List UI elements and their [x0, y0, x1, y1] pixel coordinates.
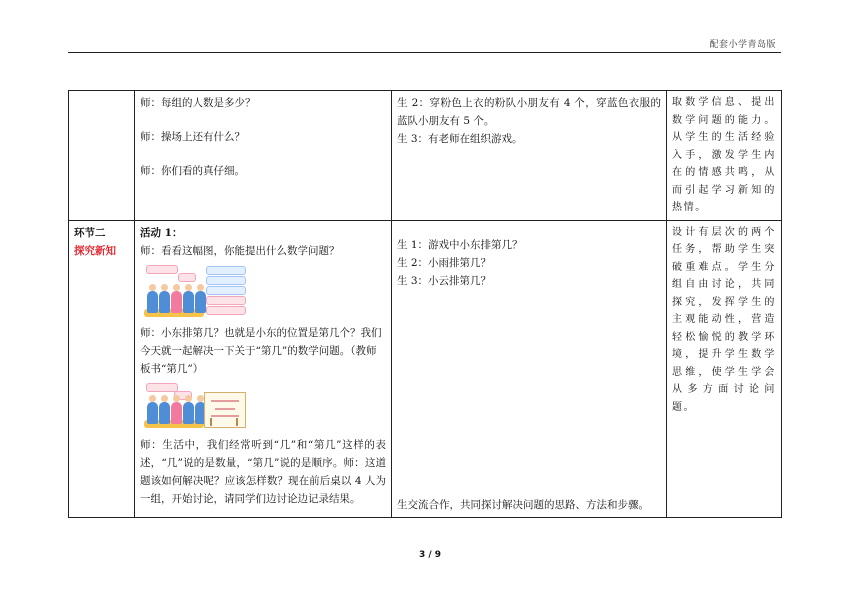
lineup-illustration [144, 263, 259, 319]
activity-title: 活动 1： [140, 226, 183, 239]
page-number: 3 / 9 [418, 550, 442, 560]
teacher-line: 师：你们看的真仔细。 [140, 165, 245, 177]
student-line: 生 2：小雨排第几？ [397, 256, 492, 269]
design-note: 设计有层次的两个任务，帮助学生突破重难点。学生分组自由讨论，共同探究，发挥学生的主观能动性，营造轻松愉悦的教学环境，提升学生数学思维，使学生学会从多方面讨论问题。 [672, 226, 776, 413]
teacher-line: 师：看看这幅图，你能提出什么数学问题？ [140, 244, 340, 257]
student-line: 生 2：穿粉色上衣的粉队小朋友有 4 个，穿蓝色衣服的蓝队小朋友有 5 个。 [397, 97, 661, 127]
teacher-line: 师：小东排第几？也就是小东的位置是第几个？我们今天就一起解决一下关于“第几”的数学问题。（教师板书“第几”） [140, 326, 382, 375]
table-row [69, 91, 782, 221]
student-cell [392, 91, 667, 221]
student-line: 生 1：游戏中小东排第几？ [397, 238, 523, 251]
stage-cell [69, 91, 135, 221]
teacher-line: 师：操场上还有什么？ [140, 131, 245, 143]
design-note: 取数学信息、提出数学问题的能力。从学生的生活经验入手，激发学生内在的情感共鸣，从而引起学习新知的热情。 [672, 97, 776, 213]
teacher-cell [135, 91, 392, 221]
student-line: 生 3：有老师在组织游戏。 [397, 133, 523, 145]
lesson-table [68, 90, 782, 518]
teacher-line: 师：生活中，我们经常听到“几”和“第几”这样的表述，“几”说的是数量，“第几”说的是顺序。师：这道题该如何解决呢？应该怎样数？现在前后桌以 4 人为一组，开始讨论，请同学们边讨论边记录结果。 [140, 438, 386, 505]
student-line: 生交流合作，共同探讨解决问题的思路、方法和步骤。 [397, 498, 649, 511]
stage-name: 探究新知 [74, 244, 116, 257]
student-line: 生 3：小云排第几？ [397, 274, 492, 287]
stage-number: 环节二 [74, 226, 106, 239]
blackboard-illustration [144, 382, 259, 430]
teacher-line: 师：每组的人数是多少？ [140, 97, 256, 109]
teacher-cell [135, 220, 392, 517]
table-row [69, 220, 782, 517]
stage-cell [69, 220, 135, 517]
design-note-cell [667, 220, 782, 517]
header-title: 配套小学青岛版 [709, 40, 776, 50]
design-note-cell [667, 91, 782, 221]
student-cell [392, 220, 667, 517]
header-divider [68, 52, 781, 53]
